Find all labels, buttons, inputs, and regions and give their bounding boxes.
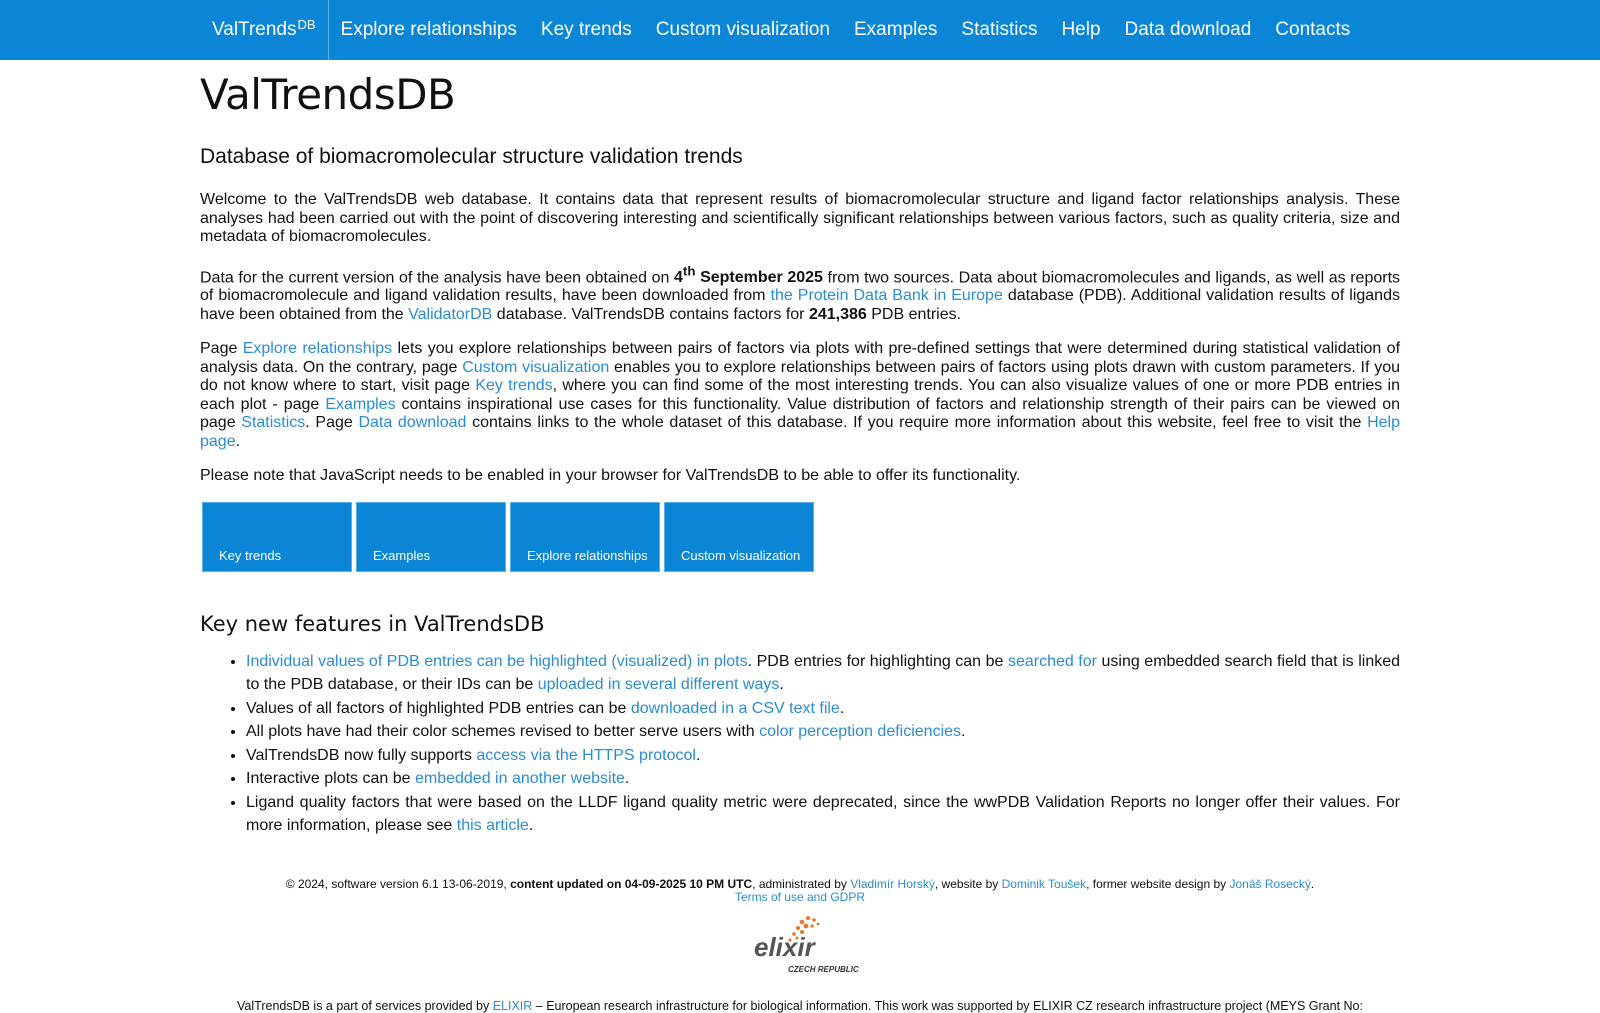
text: . — [695, 746, 701, 764]
link-statistics[interactable]: Statistics — [241, 414, 306, 432]
link-key-trends[interactable]: Key trends — [475, 377, 553, 395]
link-highlight-values[interactable]: Individual values of PDB entries can be highlighted (visualized) in plots — [246, 652, 748, 670]
text: . — [779, 676, 784, 694]
text: . — [235, 432, 241, 450]
list-item — [246, 697, 1400, 721]
text: , administrated by — [752, 876, 851, 891]
top-navbar — [0, 0, 1600, 60]
pdbe-link[interactable]: the Protein Data Bank in Europe — [770, 287, 1003, 305]
nav-links — [329, 0, 1375, 60]
elixir-link[interactable]: ELIXIR — [492, 998, 533, 1013]
link-examples[interactable]: Examples — [325, 395, 396, 413]
text: Page — [200, 340, 243, 358]
link-embedded[interactable]: embedded in another website — [414, 770, 625, 788]
text: from two sources. Data about biomacromolecules and ligands, as well as reports of biomacromolecule and ligand validation results, have been downloaded from — [200, 268, 1401, 305]
entry-count: 241,386 — [808, 305, 867, 323]
footer — [200, 878, 1400, 1013]
nav-data-download[interactable]: Data download — [1124, 19, 1252, 40]
brand-sup: DB — [297, 16, 316, 32]
text: . — [624, 770, 630, 788]
credits-line — [200, 1000, 1400, 1013]
pages-paragraph — [200, 340, 1400, 451]
features-heading: Key new features in ValTrendsDB — [200, 611, 545, 636]
link-custom-visualization[interactable]: Custom visualization — [462, 358, 610, 376]
tile-examples[interactable]: Examples — [356, 502, 506, 572]
admin-link[interactable]: Vladimír Horský — [850, 876, 935, 891]
text: . — [1310, 876, 1315, 891]
text: enables you to explore relationships between pairs of factors using plots drawn with custom parameters. If you do not know where to start, visit page — [200, 358, 1400, 395]
tile-key-trends[interactable]: Key trends — [202, 502, 352, 572]
text: Ligand quality factors that were based on the LLDF ligand quality metric were deprecated, since the wwPDB Validation Reports no longer offer their values. For more information, please see — [246, 793, 1400, 835]
tile-custom-visualization[interactable]: Custom visualization — [664, 502, 814, 572]
main-content — [200, 70, 1400, 1013]
text: using embedded search field that is linked to the PDB database, or their IDs can be — [246, 652, 1401, 694]
web-author-link[interactable]: Dominik Toušek — [1001, 876, 1087, 891]
terms-link[interactable]: Terms of use and GDPR — [734, 889, 866, 904]
text: ValTrendsDB is a part of services provided by — [237, 998, 493, 1013]
elixir-logo-icon — [750, 912, 859, 982]
intro-paragraph: Welcome to the ValTrendsDB web database. It contains data that represent results of biomacromolecular structure and ligand factor relationships analysis. These analyses had been carried out with the point of discovering interesting and scientifically significant relationships between various factors, such as quality criteria, size and metadata of biomacromolecules. — [200, 191, 1400, 245]
nav-examples[interactable]: Examples — [854, 19, 938, 40]
text: – European research infrastructure for biological information. This work was supported by ELIXIR CZ research infrastructure project (MEYS Grant No: — [532, 998, 1363, 1013]
text: All plots have had their color schemes revised to better serve users with — [246, 723, 760, 741]
month-year: September 2025 — [695, 268, 823, 286]
text: , website by — [934, 876, 1002, 891]
elixir-czech-logo[interactable] — [750, 912, 859, 982]
javascript-note: Please note that JavaScript needs to be enabled in your browser for ValTrendsDB to be able to offer its functionality. — [200, 467, 1021, 485]
nav-explore-relationships[interactable]: Explore relationships — [340, 19, 517, 40]
list-item — [246, 650, 1400, 697]
link-this-article[interactable]: this article — [456, 817, 529, 835]
brand-text: ValTrends — [212, 19, 297, 40]
link-explore-relationships[interactable]: Explore relationships — [242, 340, 393, 358]
text: PDB entries. — [866, 305, 962, 323]
link-csv-download[interactable]: downloaded in a CSV text file — [630, 699, 840, 717]
text: © 2024, software version 6.1 13-06-2019, — [285, 876, 511, 891]
logo-subtext: CZECH REPUBLIC — [788, 964, 859, 974]
date-day — [673, 263, 823, 286]
features-list — [200, 650, 1400, 838]
link-help-page[interactable]: Help page — [200, 414, 1400, 450]
text: . — [839, 699, 845, 717]
text: . — [961, 723, 966, 741]
list-item — [246, 767, 1400, 791]
brand-link[interactable] — [200, 0, 329, 60]
nav-custom-visualization[interactable]: Custom visualization — [655, 19, 830, 40]
text: , where you can find some of the most interesting trends. You can also visualize values of one or more PDB entries in each plot - page — [200, 377, 1401, 413]
list-item — [246, 720, 1400, 744]
link-uploaded[interactable]: uploaded in several different ways — [537, 676, 780, 694]
content-updated: content updated on 04-09-2025 10 PM UTC — [510, 876, 753, 891]
text: , former website design by — [1086, 876, 1230, 891]
former-designer-link[interactable]: Jonáš Rosecký — [1229, 876, 1311, 891]
day-suffix: th — [682, 263, 696, 279]
nav-help[interactable]: Help — [1061, 19, 1101, 40]
text: . — [528, 817, 534, 835]
page-subtitle: Database of biomacromolecular structure validation trends — [200, 145, 743, 168]
nav-contacts[interactable]: Contacts — [1275, 19, 1351, 40]
nav-statistics[interactable]: Statistics — [961, 19, 1038, 40]
text: Data for the current version of the analysis have been obtained on — [200, 268, 674, 286]
link-searched-for[interactable]: searched for — [1007, 652, 1097, 670]
list-item — [246, 744, 1400, 768]
text: contains inspirational use cases for this functionality. Value distribution of factors and relationship strength of their pairs can be viewed on page — [200, 395, 1401, 432]
list-item — [246, 791, 1400, 838]
text: Interactive plots can be — [246, 770, 415, 788]
text: . PDB entries for highlighting can be — [747, 652, 1008, 670]
logo-text: elixir — [754, 931, 815, 962]
data-source-paragraph — [200, 263, 1400, 325]
text: . Page — [305, 414, 359, 432]
terms-line — [200, 891, 1400, 904]
text: lets you explore relationships between pairs of factors via plots with pre-defined settings that were determined during statistical validation of analysis data. On the contrary, page — [200, 340, 1401, 376]
text: Values of all factors of highlighted PDB entries can be — [246, 699, 631, 717]
validatordb-link[interactable]: ValidatorDB — [408, 305, 493, 323]
page-title: ValTrendsDB — [200, 70, 456, 119]
link-color-perception[interactable]: color perception deficiencies — [759, 723, 962, 741]
tile-explore-relationships[interactable]: Explore relationships — [510, 502, 660, 572]
link-https[interactable]: access via the HTTPS protocol — [476, 746, 696, 764]
nav-key-trends[interactable]: Key trends — [540, 19, 632, 40]
text: ValTrendsDB now fully supports — [246, 746, 477, 764]
day: 4 — [673, 268, 683, 286]
link-data-download[interactable]: Data download — [358, 414, 467, 432]
quick-tiles — [202, 502, 1400, 572]
text: database (PDB). Additional validation results of ligands have been obtained from the — [200, 287, 1400, 323]
text: database. ValTrendsDB contains factors for — [492, 305, 809, 323]
text: contains links to the whole dataset of this database. If you require more information about this website, feel free to visit the — [466, 414, 1368, 432]
